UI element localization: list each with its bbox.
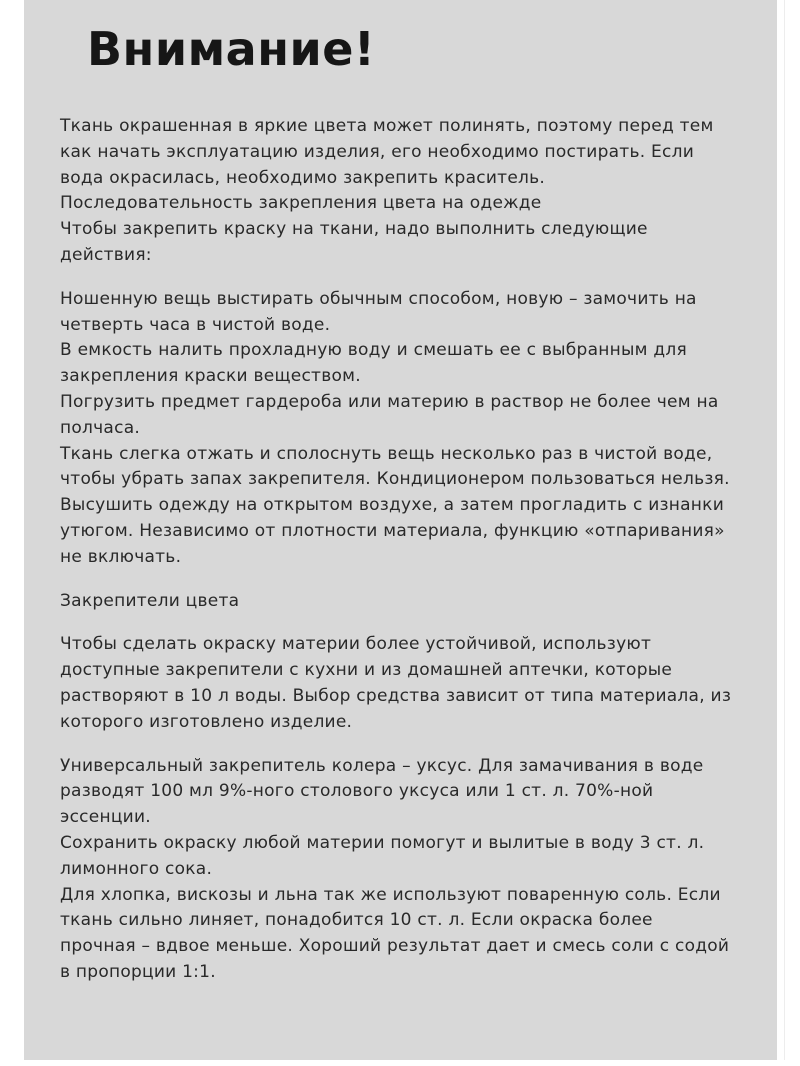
text-line: доступные закрепители с кухни и из домашней аптечки, которые xyxy=(60,660,673,681)
text-line: Закрепители цвета xyxy=(60,590,240,611)
text-line: Ткань окрашенная в яркие цвета может полинять, поэтому перед тем xyxy=(60,116,714,136)
text-line: действия: xyxy=(60,244,152,265)
text-line: растворяют в 10 л воды. Выбор средства зависит от типа материала, из xyxy=(60,685,732,706)
text-line: Универсальный закрепитель колера – уксус. Для замачивания в воде xyxy=(60,755,704,776)
text-line: прочная – вдвое меньше. Хороший результат дает и смесь соли с содой xyxy=(60,936,730,957)
text-line: разводят 100 мл 9%-ного столового уксуса или 1 ст. л. 70%-ной xyxy=(60,781,654,802)
text-line: Погрузить предмет гардероба или материю в раствор не более чем на xyxy=(60,391,719,412)
text-line: лимонного сока. xyxy=(60,858,213,879)
text-line: ткань сильно линяет, понадобится 10 ст. л. Если окраска более xyxy=(60,910,653,931)
text-line: Для хлопка, вискозы и льна так же используют поваренную соль. Если xyxy=(60,884,721,905)
text-line: не включать. xyxy=(60,546,182,567)
text-line: Ношенную вещь выстирать обычным способом, новую – замочить на xyxy=(60,288,697,309)
text-line: Чтобы сделать окраску материи более устойчивой, используют xyxy=(60,634,652,655)
text-line: В емкость налить прохладную воду и смешать ее с выбранным для xyxy=(60,340,687,361)
text-line: вода окрасилась, необходимо закрепить краситель. xyxy=(60,167,546,188)
text-line: закрепления краски веществом. xyxy=(60,366,361,387)
text-line: которого изготовлено изделие. xyxy=(60,711,353,732)
text-line: Сохранить окраску любой материи помогут и вылитые в воду 3 ст. л. xyxy=(60,832,705,853)
paragraph-subheading-fixers xyxy=(60,589,760,615)
text-line: Высушить одежду на открытом воздухе, а затем прогладить с изнанки xyxy=(60,495,724,516)
paragraph-intro xyxy=(60,114,760,269)
document-body xyxy=(60,114,760,1004)
text-line: утюгом. Независимо от плотности материала, функцию «отпаривания» xyxy=(60,520,725,541)
text-line: чтобы убрать запах закрепителя. Кондиционером пользоваться нельзя. xyxy=(60,469,730,490)
text-line: Ткань слегка отжать и сполоснуть вещь несколько раз в чистой воде, xyxy=(60,443,713,464)
paragraph-fixers-recipes xyxy=(60,754,760,986)
text-line: Чтобы закрепить краску на ткани, надо выполнить следующие xyxy=(60,219,648,240)
text-line: в пропорции 1:1. xyxy=(60,961,216,982)
document-page xyxy=(24,0,777,1060)
text-line: полчаса. xyxy=(60,417,141,438)
paragraph-fixers-intro xyxy=(60,632,760,735)
page-edge-divider xyxy=(784,0,785,1060)
text-line: четверть часа в чистой воде. xyxy=(60,314,331,335)
text-line: эссенции. xyxy=(60,807,151,828)
text-line: Последовательность закрепления цвета на одежде xyxy=(60,193,542,214)
page-title: Внимание! xyxy=(87,22,376,76)
paragraph-steps xyxy=(60,287,760,571)
text-line: как начать эксплуатацию изделия, его необходимо постирать. Если xyxy=(60,141,695,162)
